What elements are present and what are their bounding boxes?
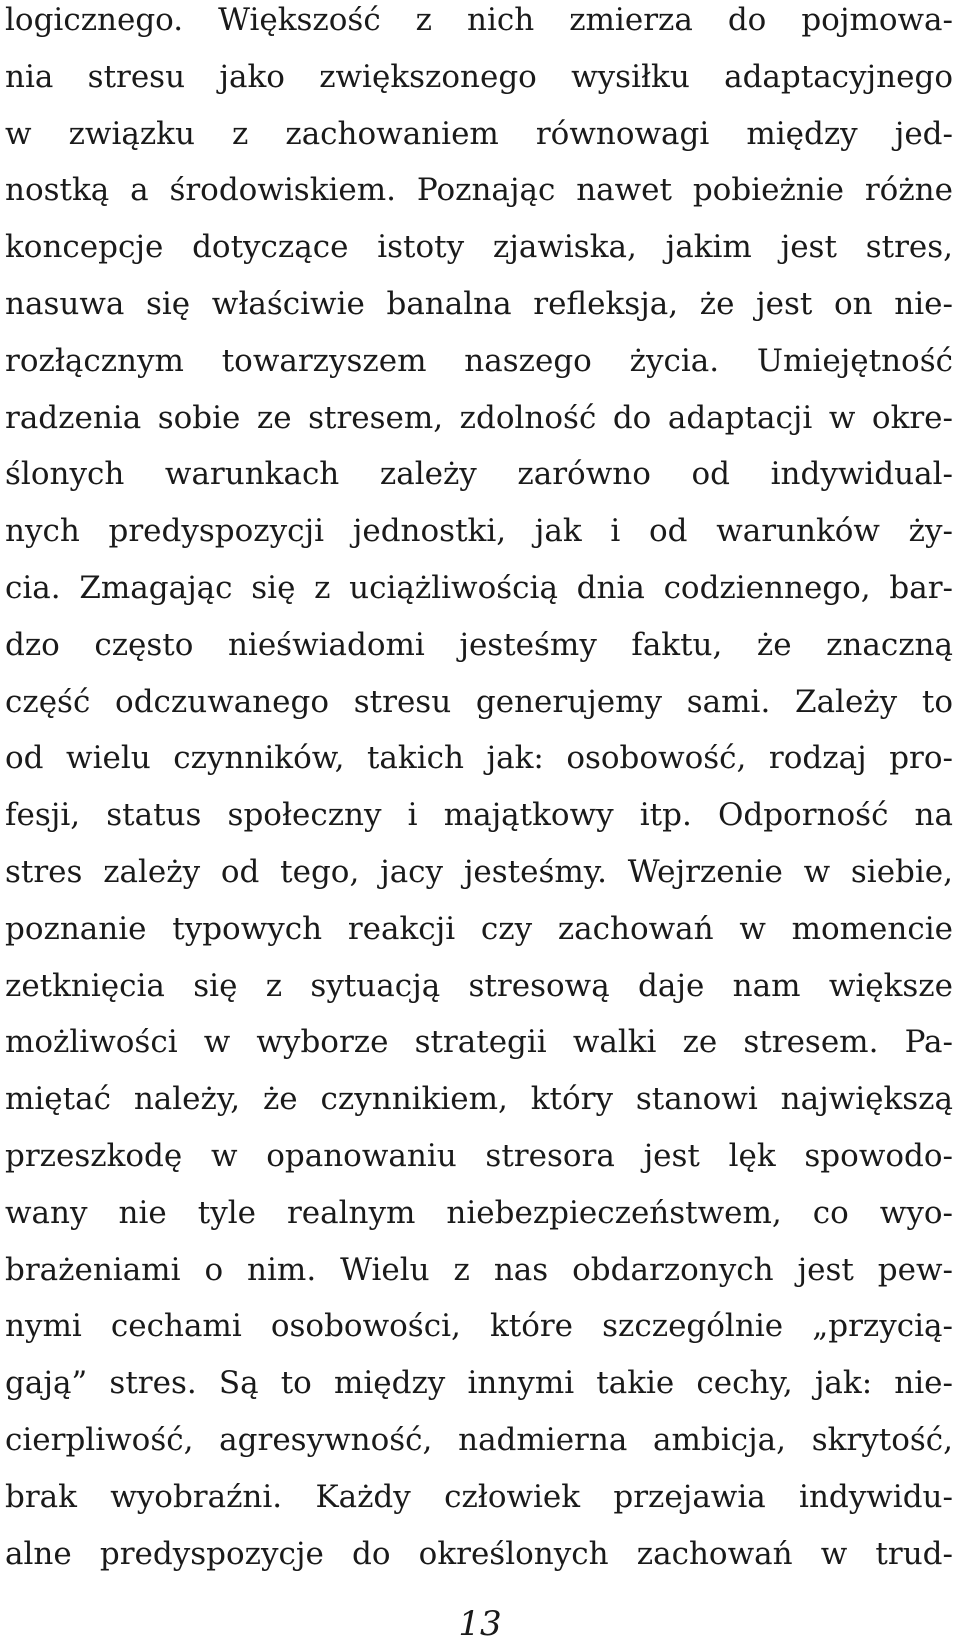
text-line: ślonych warunkach zależy zarówno od indywidual- (5, 456, 953, 493)
text-line: logicznego. Większość z nich zmierza do pojmowa- (5, 2, 953, 38)
text-line: miętać należy, że czynnikiem, który stanowi największą (5, 1081, 953, 1118)
text-line: alne predyspozycje do określonych zachowań w trud- (5, 1535, 953, 1572)
text-line: przeszkodę w opanowaniu stresora jest lęk spowodo- (5, 1137, 953, 1174)
text-line: nymi cechami osobowości, które szczególnie „przycią- (5, 1308, 953, 1345)
text-line: cia. Zmagając się z uciążliwością dnia codziennego, bar- (5, 569, 953, 606)
text-line: wany nie tyle realnym niebezpieczeństwem, co wyo- (5, 1194, 953, 1231)
text-line: radzenia sobie ze stresem, zdolność do adaptacji w okre- (5, 399, 953, 436)
text-line: poznanie typowych reakcji czy zachowań w momencie (5, 910, 953, 947)
text-line: gają” stres. Są to między innymi takie cechy, jak: nie- (5, 1365, 953, 1402)
text-line: fesji, status społeczny i majątkowy itp. Odporność na (5, 797, 953, 834)
page-number: 13 (458, 1604, 502, 1644)
text-line: nych predyspozycji jednostki, jak i od warunków ży- (5, 513, 953, 550)
text-line: w związku z zachowaniem równowagi między jed- (5, 115, 953, 152)
text-line: brak wyobraźni. Każdy człowiek przejawia indywidu- (5, 1478, 953, 1515)
text-line: nasuwa się właściwie banalna refleksja, że jest on nie- (5, 285, 953, 322)
text-line: stres zależy od tego, jacy jesteśmy. Wejrzenie w siebie, (5, 853, 953, 890)
text-line: dzo często nieświadomi jesteśmy faktu, że znaczną (5, 626, 953, 663)
text-line: brażeniami o nim. Wielu z nas obdarzonych jest pew- (5, 1251, 953, 1288)
text-line: rozłącznym towarzyszem naszego życia. Umiejętność (5, 342, 953, 379)
text-line: nostką a środowiskiem. Poznając nawet pobieżnie różne (5, 172, 953, 209)
text-line: część odczuwanego stresu generujemy sami. Zależy to (5, 683, 953, 720)
text-line: cierpliwość, agresywność, nadmierna ambicja, skrytość, (5, 1421, 953, 1458)
text-line: koncepcje dotyczące istoty zjawiska, jakim jest stres, (5, 229, 953, 266)
text-line: zetknięcia się z sytuacją stresową daje nam większe (5, 967, 953, 1004)
text-line: możliwości w wyborze strategii walki ze stresem. Pa- (5, 1024, 953, 1061)
text-line: nia stresu jako zwiększonego wysiłku adaptacyjnego (5, 58, 953, 95)
text-line: od wielu czynników, takich jak: osobowość, rodzaj pro- (5, 740, 953, 777)
body-text (5, 0, 953, 1582)
